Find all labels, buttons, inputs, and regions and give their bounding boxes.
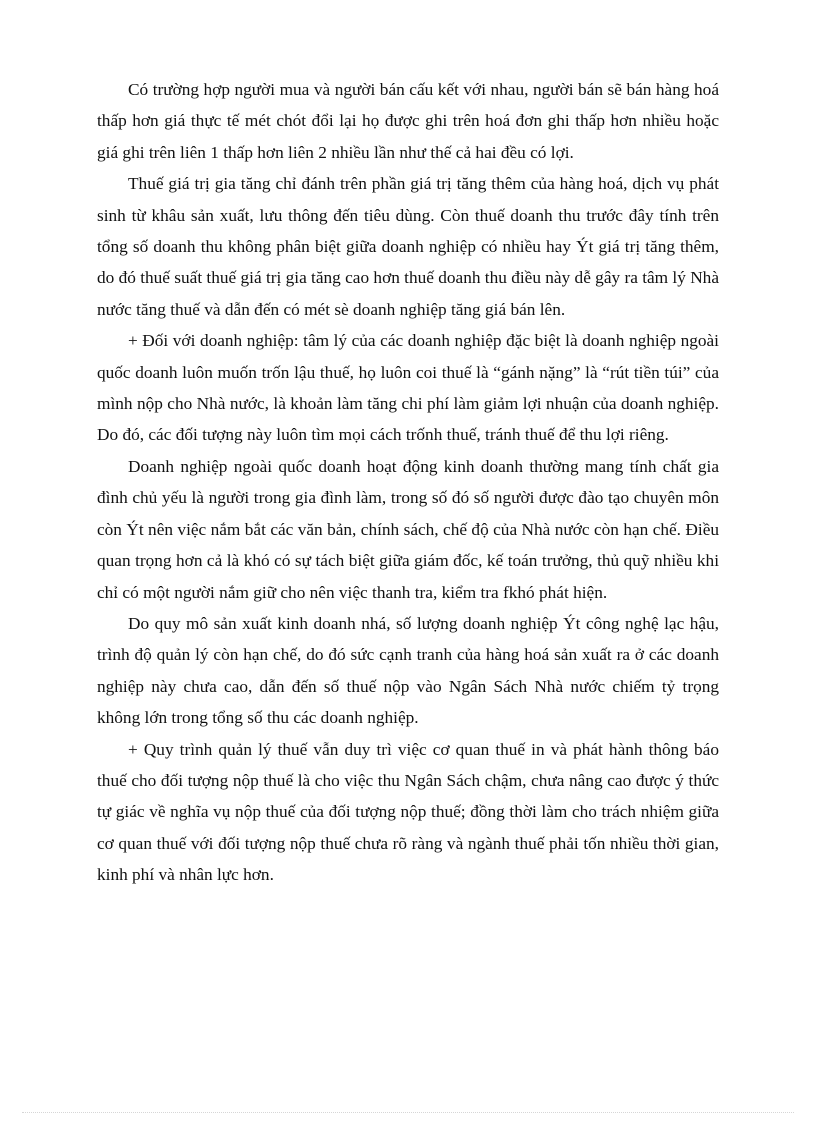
paragraph-4: Doanh nghiệp ngoài quốc doanh hoạt động kinh doanh thường mang tính chất gia đình chủ yếu là người trong gia đình làm, trong số đó số người được đào tạo chuyên môn còn Ýt nên việc nắm bắt các văn bản, chính sách, chế độ của Nhà nước còn hạn chế. Điều quan trọng hơn cả là khó có sự tách biệt giữa giám đốc, kế toán trưởng, thủ quỹ nhiều khi chỉ có một người nắm giữ cho nên việc thanh tra, kiểm tra fkhó phát hiện. xyxy=(97,456,719,602)
paragraph-6: + Quy trình quản lý thuế vẫn duy trì việc cơ quan thuế in và phát hành thông báo thuế cho đối tượng nộp thuế là cho việc thu Ngân Sách chậm, chưa nâng cao được ý thức tự giác về nghĩa vụ nộp thuế của đối tượng nộp thuế; đồng thời làm cho trách nhiệm giữa cơ quan thuế với đối tượng nộp thuế chưa rõ ràng và ngành thuế phải tốn nhiều thời gian, kinh phí và nhân lực hơn. xyxy=(97,739,719,885)
page-bottom-divider xyxy=(22,1112,794,1113)
paragraph-3: + Đối với doanh nghiệp: tâm lý của các doanh nghiệp đặc biệt là doanh nghiệp ngoài quốc doanh luôn muốn trốn lậu thuế, họ luôn coi thuế là “gánh nặng” là “rút tiền túi” của mình nộp cho Nhà nước, là khoản làm tăng chi phí làm giảm lợi nhuận của doanh nghiệp. Do đó, các đối tượng này luôn tìm mọi cách trốnh thuế, tránh thuế để thu lợi riêng. xyxy=(97,331,719,445)
paragraph-5: Do quy mô sản xuất kinh doanh nhá, số lượng doanh nghiệp Ýt công nghệ lạc hậu, trình độ quản lý còn hạn chế, do đó sức cạnh tranh của hàng hoá sản xuất ra ở các doanh nghiệp này chưa cao, dẫn đến số thuế nộp vào Ngân Sách Nhà nước chiếm tỷ trọng không lớn trong tổng số thu các doanh nghiệp. xyxy=(97,613,719,728)
document-body xyxy=(97,74,719,891)
paragraph-2: Thuế giá trị gia tăng chỉ đánh trên phần giá trị tăng thêm của hàng hoá, dịch vụ phát sinh từ khâu sản xuất, lưu thông đến tiêu dùng. Còn thuế doanh thu trước đây tính trên tổng số doanh thu không phân biệt giữa doanh nghiệp có nhiều hay Ýt giá trị tăng thêm, do đó thuế suất thuế giá trị gia tăng cao hơn thuế doanh thu điều này dễ gây ra tâm lý Nhà nước tăng thuế và dẫn đến có mét sè doanh nghiệp tăng giá bán lên. xyxy=(97,174,719,319)
paragraph-1: Có trường hợp người mua và người bán cấu kết với nhau, người bán sẽ bán hàng hoá thấp hơn giá thực tế mét chót đổi lại họ được ghi trên hoá đơn ghi thấp hơn nhiều hoặc giá ghi trên liên 1 thấp hơn liên 2 nhiều lần như thế cả hai đều có lợi. xyxy=(97,80,719,162)
